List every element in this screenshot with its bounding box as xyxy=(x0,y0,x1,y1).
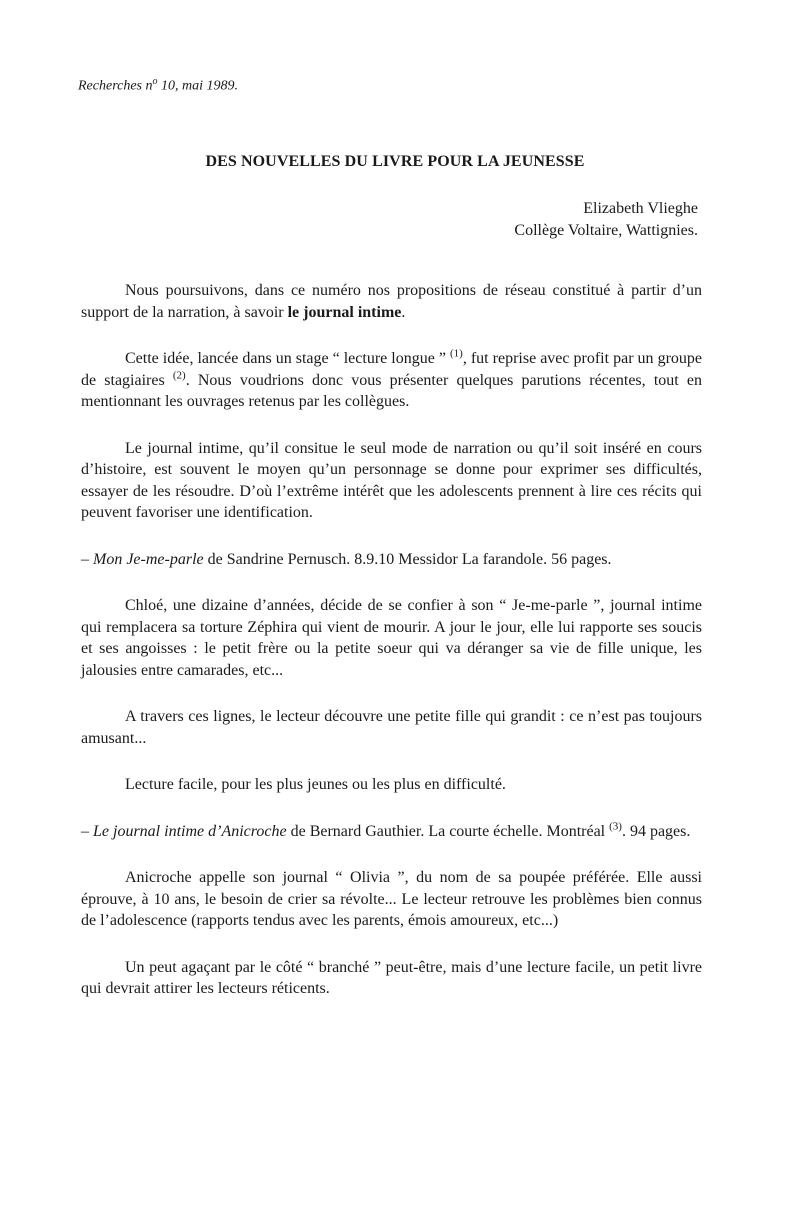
text-span: . xyxy=(401,303,406,321)
issue-date: 10, mai 1989. xyxy=(157,78,238,94)
book-details-1: de Sandrine Pernusch. 8.9.10 Messidor La farandole. 56 pages. xyxy=(203,550,612,568)
book-title-1: Mon Je-me-parle xyxy=(93,550,204,568)
paragraph-journal: Le journal intime, qu’il consitue le seul mode de narration ou qu’il soit inséré en cours d’histoire, est souvent le moyen qu’un personnage se donne pour exprimer ses difficultés, essayer de les résoudre. D’où l’extrême intérêt que les adolescents prennent à lire ces récits qui peuvent favoriser une identification. xyxy=(81,439,702,521)
text-span: , fut reprise avec profit par un groupe de stagiaires xyxy=(81,350,702,389)
footnote-ref-1: (1) xyxy=(449,347,463,360)
paragraph-lines: A travers ces lignes, le lecteur découvre une petite fille qui grandit : ce n’est pas toujours amusant... xyxy=(81,708,702,747)
author-name: Elizabeth Vlieghe xyxy=(583,200,698,217)
footnote-ref-2: (2) xyxy=(172,369,186,382)
number-superscript: o xyxy=(152,76,158,87)
text-span: Nous poursuivons, dans ce numéro nos propositions de réseau constitué à partir d’un support de la narration, à savoir xyxy=(81,282,702,321)
footnote-ref-3: (3) xyxy=(609,820,622,833)
book-details-2: de Bernard Gauthier. La courte échelle. Montréal xyxy=(286,822,610,840)
book-pages-2: . 94 pages. xyxy=(621,822,691,840)
journal-name: Recherches n xyxy=(78,78,153,94)
paragraph-chloe: Chloé, une dizaine d’années, décide de se confier à son “ Je-me-parle ”, journal intime qui remplacera sa torture Zéphira qui vient de mourir. A jour le jour, elle lui rapporte ses soucis et ses angoisses : le petit frère ou la petite soeur qui va déranger sa vie de fille unique, les jalousies entre camarades, etc... xyxy=(81,597,702,679)
bold-term: le journal intime xyxy=(287,303,402,321)
book-title-2: Le journal intime d’Anicroche xyxy=(93,822,287,840)
paragraph-origin xyxy=(81,348,702,413)
author-block xyxy=(514,198,698,242)
dash: – xyxy=(81,822,93,840)
book-reference-1 xyxy=(81,549,702,571)
paragraph-conclusion: Un peut agaçant par le côté “ branché ” peut-être, mais d’une lecture facile, un petit livre qui devrait attirer les lecteurs réticents. xyxy=(81,958,702,997)
author-affiliation: Collège Voltaire, Wattignies. xyxy=(514,222,698,239)
dash: – xyxy=(81,550,93,568)
journal-header xyxy=(78,76,238,95)
text-span: Cette idée, lancée dans un stage “ lecture longue ” xyxy=(125,350,450,367)
paragraph-easy: Lecture facile, pour les plus jeunes ou les plus en difficulté. xyxy=(125,776,506,793)
text-span: . Nous voudrions donc vous présenter quelques parutions récentes, tout en mentionnant les ouvrages retenus par les collègues. xyxy=(81,371,702,410)
paragraph-intro xyxy=(81,280,702,323)
book-reference-2 xyxy=(81,821,702,843)
paragraph-anicroche: Anicroche appelle son journal “ Olivia ”, du nom de sa poupée préférée. Elle aussi éprouve, à 10 ans, le besoin de crier sa révolte... Le lecteur retrouve les problèmes bien connus de l’adolescence (rapports tendus avec les parents, émois amoureux, etc...) xyxy=(81,869,702,929)
article-title: DES NOUVELLES DU LIVRE POUR LA JEUNESSE xyxy=(205,153,585,170)
article-body xyxy=(81,280,702,1025)
